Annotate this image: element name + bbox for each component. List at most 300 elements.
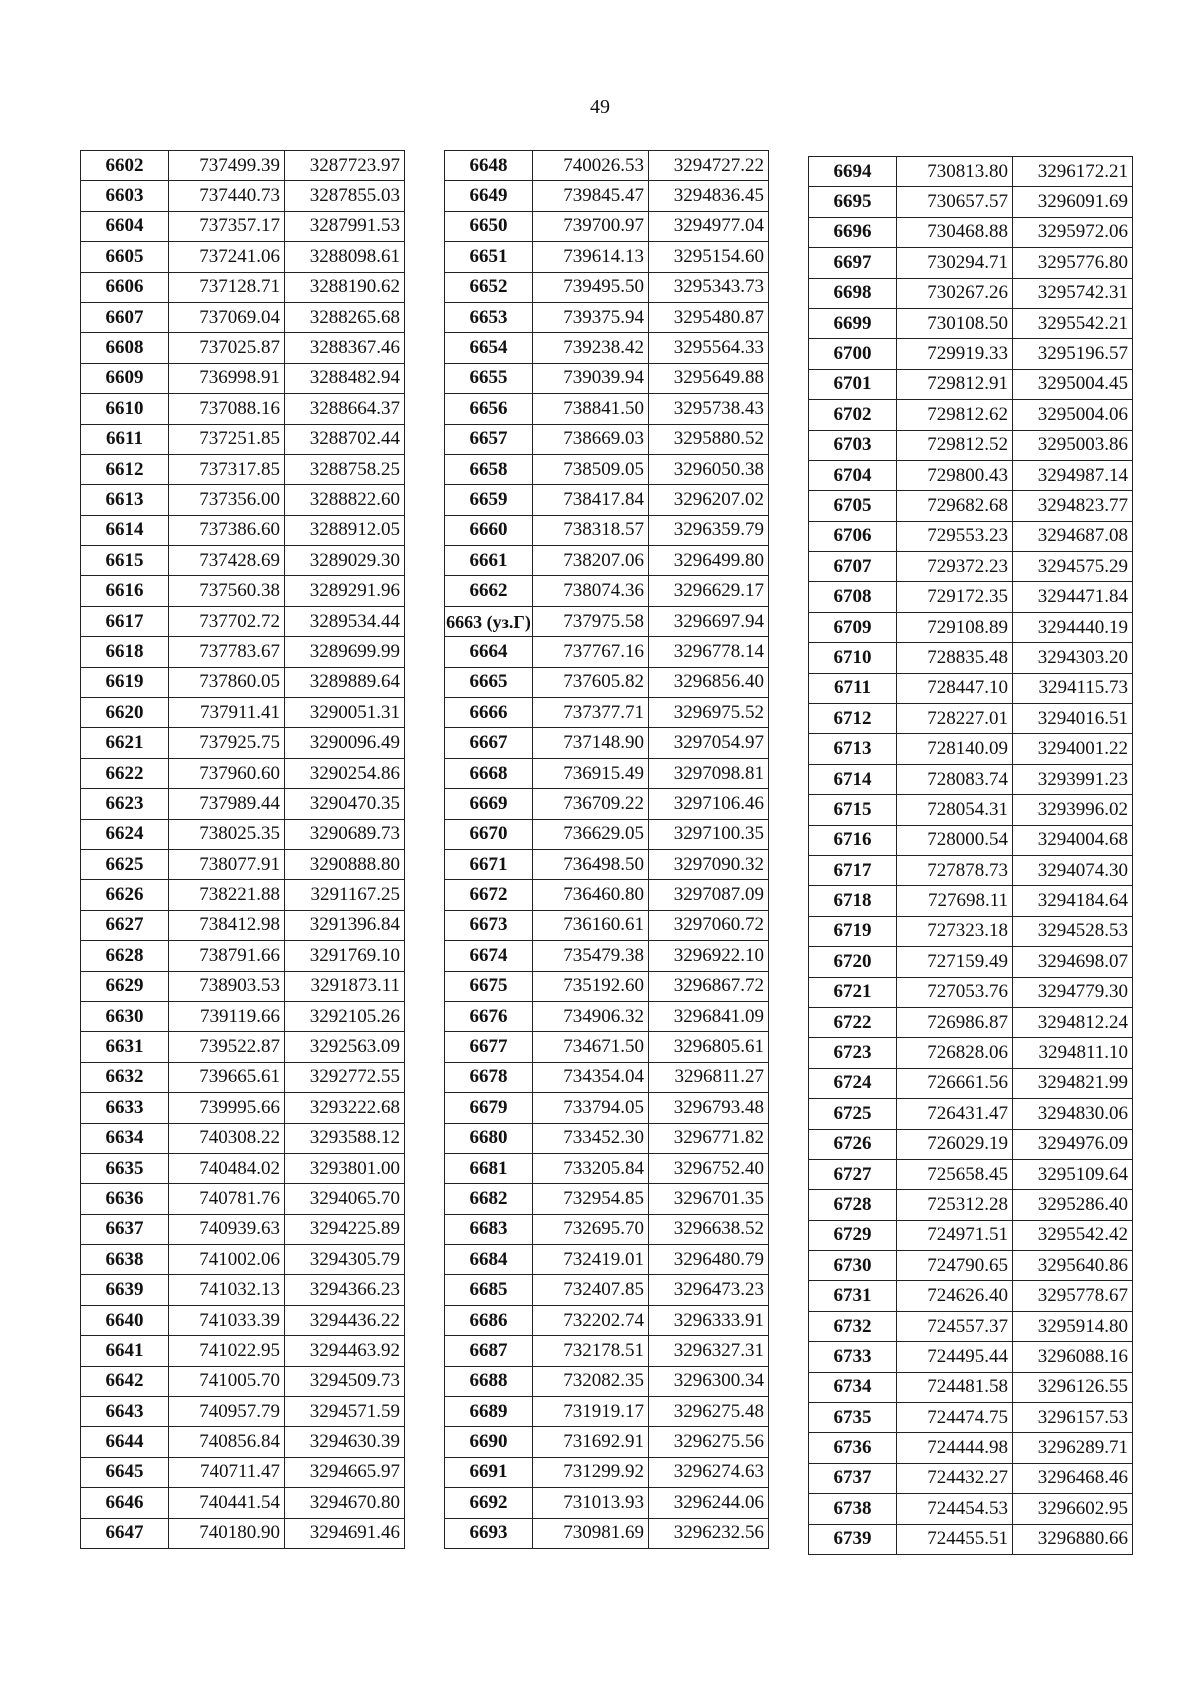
x-coordinate-cell: 738074.36 [533,576,649,606]
table-row [81,1093,405,1123]
x-coordinate-cell: 728447.10 [897,673,1013,703]
y-coordinate-cell: 3296275.48 [649,1397,769,1427]
x-coordinate-cell: 740180.90 [169,1518,285,1548]
table-row [445,1488,769,1518]
x-coordinate-cell: 739522.87 [169,1032,285,1062]
y-coordinate-cell: 3296091.69 [1013,187,1133,217]
y-coordinate-cell: 3294812.24 [1013,1007,1133,1037]
point-number-cell: 6618 [81,637,169,667]
point-number-cell: 6613 [81,485,169,515]
x-coordinate-cell: 739845.47 [533,181,649,211]
point-number-cell: 6713 [809,734,897,764]
table-row [809,1433,1133,1463]
table-row [81,151,405,181]
table-row [809,552,1133,582]
y-coordinate-cell: 3290470.35 [285,789,405,819]
point-number-cell: 6643 [81,1397,169,1427]
x-coordinate-cell: 730468.88 [897,217,1013,247]
table-row [81,1032,405,1062]
y-coordinate-cell: 3293996.02 [1013,795,1133,825]
table-row [81,272,405,302]
x-coordinate-cell: 725312.28 [897,1190,1013,1220]
x-coordinate-cell: 739375.94 [533,302,649,332]
x-coordinate-cell: 738903.53 [169,971,285,1001]
coordinates-table-1 [80,150,405,1549]
y-coordinate-cell: 3296778.14 [649,637,769,667]
table-row [445,454,769,484]
point-number-cell: 6696 [809,217,897,247]
coordinates-table-2 [444,150,769,1549]
x-coordinate-cell: 737975.58 [533,606,649,636]
y-coordinate-cell: 3296333.91 [649,1305,769,1335]
y-coordinate-cell: 3294823.77 [1013,491,1133,521]
table-row [81,698,405,728]
point-number-cell: 6691 [445,1457,533,1487]
point-number-cell: 6699 [809,308,897,338]
point-number-cell: 6718 [809,886,897,916]
point-number-cell: 6716 [809,825,897,855]
x-coordinate-cell: 739614.13 [533,242,649,272]
table-row [81,758,405,788]
x-coordinate-cell: 732202.74 [533,1305,649,1335]
x-coordinate-cell: 738417.84 [533,485,649,515]
point-number-cell: 6641 [81,1336,169,1366]
y-coordinate-cell: 3295003.86 [1013,430,1133,460]
x-coordinate-cell: 738077.91 [169,849,285,879]
table-row [81,971,405,1001]
x-coordinate-cell: 729812.91 [897,369,1013,399]
x-coordinate-cell: 737357.17 [169,211,285,241]
x-coordinate-cell: 724626.40 [897,1281,1013,1311]
table-row [81,1275,405,1305]
table-row [809,521,1133,551]
table-row [809,612,1133,642]
table-row [809,916,1133,946]
point-number-cell: 6603 [81,181,169,211]
table-row [81,211,405,241]
table-row [809,157,1133,187]
y-coordinate-cell: 3294976.09 [1013,1129,1133,1159]
y-coordinate-cell: 3296752.40 [649,1153,769,1183]
point-number-cell: 6717 [809,855,897,885]
y-coordinate-cell: 3287991.53 [285,211,405,241]
y-coordinate-cell: 3296275.56 [649,1427,769,1457]
point-number-cell: 6682 [445,1184,533,1214]
point-number-cell: 6707 [809,552,897,582]
point-number-cell: 6606 [81,272,169,302]
table-row [81,1488,405,1518]
point-number-cell: 6658 [445,454,533,484]
x-coordinate-cell: 728083.74 [897,764,1013,794]
table-row [809,704,1133,734]
point-number-cell: 6686 [445,1305,533,1335]
x-coordinate-cell: 737148.90 [533,728,649,758]
y-coordinate-cell: 3288702.44 [285,424,405,454]
point-number-cell: 6614 [81,515,169,545]
x-coordinate-cell: 740939.63 [169,1214,285,1244]
x-coordinate-cell: 738412.98 [169,910,285,940]
table-row [81,1123,405,1153]
point-number-cell: 6616 [81,576,169,606]
x-coordinate-cell: 726661.56 [897,1068,1013,1098]
x-coordinate-cell: 733452.30 [533,1123,649,1153]
point-number-cell: 6698 [809,278,897,308]
x-coordinate-cell: 724454.53 [897,1494,1013,1524]
x-coordinate-cell: 739495.50 [533,272,649,302]
x-coordinate-cell: 740441.54 [169,1488,285,1518]
table-row [81,242,405,272]
table-row [445,1275,769,1305]
point-number-cell: 6712 [809,704,897,734]
point-number-cell: 6684 [445,1245,533,1275]
y-coordinate-cell: 3295880.52 [649,424,769,454]
y-coordinate-cell: 3296629.17 [649,576,769,606]
y-coordinate-cell: 3289029.30 [285,546,405,576]
y-coordinate-cell: 3294440.19 [1013,612,1133,642]
y-coordinate-cell: 3295564.33 [649,333,769,363]
point-number-cell: 6605 [81,242,169,272]
table-row [445,1427,769,1457]
point-number-cell: 6692 [445,1488,533,1518]
table-row [81,1153,405,1183]
x-coordinate-cell: 724432.27 [897,1463,1013,1493]
table-row [809,1220,1133,1250]
x-coordinate-cell: 724971.51 [897,1220,1013,1250]
y-coordinate-cell: 3294509.73 [285,1366,405,1396]
table-row [809,1190,1133,1220]
point-number-cell: 6732 [809,1311,897,1341]
y-coordinate-cell: 3294225.89 [285,1214,405,1244]
table-row [445,1062,769,1092]
y-coordinate-cell: 3297054.97 [649,728,769,758]
point-number-cell: 6738 [809,1494,897,1524]
point-number-cell: 6630 [81,1001,169,1031]
y-coordinate-cell: 3297098.81 [649,758,769,788]
point-number-cell: 6668 [445,758,533,788]
y-coordinate-cell: 3288098.61 [285,242,405,272]
x-coordinate-cell: 735192.60 [533,971,649,1001]
x-coordinate-cell: 737241.06 [169,242,285,272]
y-coordinate-cell: 3294977.04 [649,211,769,241]
y-coordinate-cell: 3296771.82 [649,1123,769,1153]
point-number-cell: 6728 [809,1190,897,1220]
y-coordinate-cell: 3295286.40 [1013,1190,1133,1220]
y-coordinate-cell: 3294987.14 [1013,460,1133,490]
y-coordinate-cell: 3296327.31 [649,1336,769,1366]
x-coordinate-cell: 734671.50 [533,1032,649,1062]
table-row [809,339,1133,369]
table-row [445,181,769,211]
y-coordinate-cell: 3296602.95 [1013,1494,1133,1524]
point-number-cell: 6674 [445,941,533,971]
point-number-cell: 6667 [445,728,533,758]
point-number-cell: 6639 [81,1275,169,1305]
table-row [809,1403,1133,1433]
point-number-cell: 6654 [445,333,533,363]
x-coordinate-cell: 729553.23 [897,521,1013,551]
table-row [445,758,769,788]
y-coordinate-cell: 3294471.84 [1013,582,1133,612]
table-row [809,248,1133,278]
point-number-cell: 6675 [445,971,533,1001]
point-number-cell: 6640 [81,1305,169,1335]
table-row [809,886,1133,916]
x-coordinate-cell: 737386.60 [169,515,285,545]
y-coordinate-cell: 3296880.66 [1013,1524,1133,1554]
x-coordinate-cell: 737560.38 [169,576,285,606]
point-number-cell: 6706 [809,521,897,551]
table-row [445,849,769,879]
y-coordinate-cell: 3288367.46 [285,333,405,363]
point-number-cell: 6634 [81,1123,169,1153]
point-number-cell: 6705 [809,491,897,521]
x-coordinate-cell: 724790.65 [897,1251,1013,1281]
table-row [81,728,405,758]
y-coordinate-cell: 3290051.31 [285,698,405,728]
point-number-cell: 6688 [445,1366,533,1396]
point-number-cell: 6644 [81,1427,169,1457]
point-number-cell: 6719 [809,916,897,946]
table-row [81,1062,405,1092]
x-coordinate-cell: 729812.62 [897,400,1013,430]
point-number-cell: 6709 [809,612,897,642]
point-number-cell: 6636 [81,1184,169,1214]
x-coordinate-cell: 730267.26 [897,278,1013,308]
point-number-cell: 6647 [81,1518,169,1548]
table-row [445,941,769,971]
table-row [809,369,1133,399]
point-number-cell: 6681 [445,1153,533,1183]
x-coordinate-cell: 727053.76 [897,977,1013,1007]
point-number-cell: 6677 [445,1032,533,1062]
x-coordinate-cell: 741005.70 [169,1366,285,1396]
point-number-cell: 6676 [445,1001,533,1031]
point-number-cell: 6715 [809,795,897,825]
y-coordinate-cell: 3295480.87 [649,302,769,332]
table-row [809,1159,1133,1189]
table-row [445,242,769,272]
x-coordinate-cell: 736160.61 [533,910,649,940]
y-coordinate-cell: 3296050.38 [649,454,769,484]
table-row [445,637,769,667]
table-row [445,1305,769,1335]
x-coordinate-cell: 737251.85 [169,424,285,454]
x-coordinate-cell: 727159.49 [897,947,1013,977]
y-coordinate-cell: 3296172.21 [1013,157,1133,187]
table-row [809,1038,1133,1068]
point-number-cell: 6604 [81,211,169,241]
point-number-cell: 6653 [445,302,533,332]
y-coordinate-cell: 3296480.79 [649,1245,769,1275]
x-coordinate-cell: 733205.84 [533,1153,649,1183]
table-row [445,272,769,302]
point-number-cell: 6612 [81,454,169,484]
table-row [809,795,1133,825]
table-row [445,1032,769,1062]
point-number-cell: 6602 [81,151,169,181]
table-row [809,1281,1133,1311]
table-row [81,1001,405,1031]
point-number-cell: 6660 [445,515,533,545]
table-row [445,1123,769,1153]
y-coordinate-cell: 3291167.25 [285,880,405,910]
point-number-cell: 6701 [809,369,897,399]
point-number-cell: 6708 [809,582,897,612]
point-number-cell: 6697 [809,248,897,278]
point-number-cell: 6632 [81,1062,169,1092]
y-coordinate-cell: 3296244.06 [649,1488,769,1518]
point-number-cell: 6724 [809,1068,897,1098]
table-row [81,1397,405,1427]
y-coordinate-cell: 3290689.73 [285,819,405,849]
x-coordinate-cell: 741033.39 [169,1305,285,1335]
x-coordinate-cell: 731692.91 [533,1427,649,1457]
point-number-cell: 6673 [445,910,533,940]
point-number-cell: 6610 [81,394,169,424]
table-row [445,363,769,393]
y-coordinate-cell: 3287855.03 [285,181,405,211]
table-row [445,698,769,728]
x-coordinate-cell: 732082.35 [533,1366,649,1396]
y-coordinate-cell: 3291769.10 [285,941,405,971]
table-row [445,485,769,515]
table-row [81,606,405,636]
table-row [809,582,1133,612]
point-number-cell: 6714 [809,764,897,794]
x-coordinate-cell: 728054.31 [897,795,1013,825]
x-coordinate-cell: 739700.97 [533,211,649,241]
point-number-cell: 6631 [81,1032,169,1062]
x-coordinate-cell: 724444.98 [897,1433,1013,1463]
y-coordinate-cell: 3296274.63 [649,1457,769,1487]
y-coordinate-cell: 3296207.02 [649,485,769,515]
point-number-cell: 6736 [809,1433,897,1463]
y-coordinate-cell: 3295004.45 [1013,369,1133,399]
y-coordinate-cell: 3294836.45 [649,181,769,211]
point-number-cell: 6694 [809,157,897,187]
x-coordinate-cell: 738221.88 [169,880,285,910]
y-coordinate-cell: 3296975.52 [649,698,769,728]
y-coordinate-cell: 3296793.48 [649,1093,769,1123]
x-coordinate-cell: 731299.92 [533,1457,649,1487]
x-coordinate-cell: 738207.06 [533,546,649,576]
table-row [81,1245,405,1275]
table-row [445,880,769,910]
table-row [809,1068,1133,1098]
y-coordinate-cell: 3294436.22 [285,1305,405,1335]
x-coordinate-cell: 739665.61 [169,1062,285,1092]
point-number-cell: 6623 [81,789,169,819]
y-coordinate-cell: 3295640.86 [1013,1251,1133,1281]
y-coordinate-cell: 3296805.61 [649,1032,769,1062]
point-number-cell: 6665 [445,667,533,697]
y-coordinate-cell: 3296697.94 [649,606,769,636]
y-coordinate-cell: 3289699.99 [285,637,405,667]
y-coordinate-cell: 3288190.62 [285,272,405,302]
y-coordinate-cell: 3294016.51 [1013,704,1133,734]
table-row [445,1214,769,1244]
table-row [809,1311,1133,1341]
x-coordinate-cell: 740026.53 [533,151,649,181]
x-coordinate-cell: 730981.69 [533,1518,649,1548]
table-row [809,947,1133,977]
point-number-cell: 6727 [809,1159,897,1189]
y-coordinate-cell: 3297090.32 [649,849,769,879]
point-number-cell: 6650 [445,211,533,241]
x-coordinate-cell: 738669.03 [533,424,649,454]
table-row [445,606,769,636]
y-coordinate-cell: 3289291.96 [285,576,405,606]
table-row [81,181,405,211]
y-coordinate-cell: 3295742.31 [1013,278,1133,308]
table-row [809,855,1133,885]
x-coordinate-cell: 728835.48 [897,643,1013,673]
point-number-cell: 6657 [445,424,533,454]
y-coordinate-cell: 3294830.06 [1013,1099,1133,1129]
y-coordinate-cell: 3294303.20 [1013,643,1133,673]
point-number-cell: 6664 [445,637,533,667]
x-coordinate-cell: 724481.58 [897,1372,1013,1402]
x-coordinate-cell: 726029.19 [897,1129,1013,1159]
point-number-cell: 6669 [445,789,533,819]
point-number-cell: 6710 [809,643,897,673]
y-coordinate-cell: 3297060.72 [649,910,769,940]
x-coordinate-cell: 727878.73 [897,855,1013,885]
table-row [809,460,1133,490]
point-number-cell: 6722 [809,1007,897,1037]
point-number-cell: 6734 [809,1372,897,1402]
point-number-cell: 6628 [81,941,169,971]
y-coordinate-cell: 3295542.42 [1013,1220,1133,1250]
point-number-cell: 6730 [809,1251,897,1281]
y-coordinate-cell: 3294001.22 [1013,734,1133,764]
y-coordinate-cell: 3295778.67 [1013,1281,1133,1311]
x-coordinate-cell: 726431.47 [897,1099,1013,1129]
table-row [445,211,769,241]
table-row [809,1129,1133,1159]
table-row [445,667,769,697]
table-row [445,394,769,424]
point-number-cell: 6662 [445,576,533,606]
point-number-cell: 6651 [445,242,533,272]
table-row [809,1251,1133,1281]
y-coordinate-cell: 3296701.35 [649,1184,769,1214]
table-row [81,1427,405,1457]
y-coordinate-cell: 3295109.64 [1013,1159,1133,1189]
x-coordinate-cell: 737377.71 [533,698,649,728]
table-row [445,1245,769,1275]
x-coordinate-cell: 737128.71 [169,272,285,302]
y-coordinate-cell: 3296856.40 [649,667,769,697]
y-coordinate-cell: 3296841.09 [649,1001,769,1031]
table-row [81,485,405,515]
y-coordinate-cell: 3291396.84 [285,910,405,940]
table-row [81,910,405,940]
table-row [81,880,405,910]
x-coordinate-cell: 737911.41 [169,698,285,728]
x-coordinate-cell: 729108.89 [897,612,1013,642]
x-coordinate-cell: 731919.17 [533,1397,649,1427]
point-number-cell: 6622 [81,758,169,788]
x-coordinate-cell: 737783.67 [169,637,285,667]
y-coordinate-cell: 3294670.80 [285,1488,405,1518]
y-coordinate-cell: 3294305.79 [285,1245,405,1275]
x-coordinate-cell: 729919.33 [897,339,1013,369]
table-row [809,825,1133,855]
x-coordinate-cell: 738025.35 [169,819,285,849]
y-coordinate-cell: 3294687.08 [1013,521,1133,551]
table-row [81,1457,405,1487]
